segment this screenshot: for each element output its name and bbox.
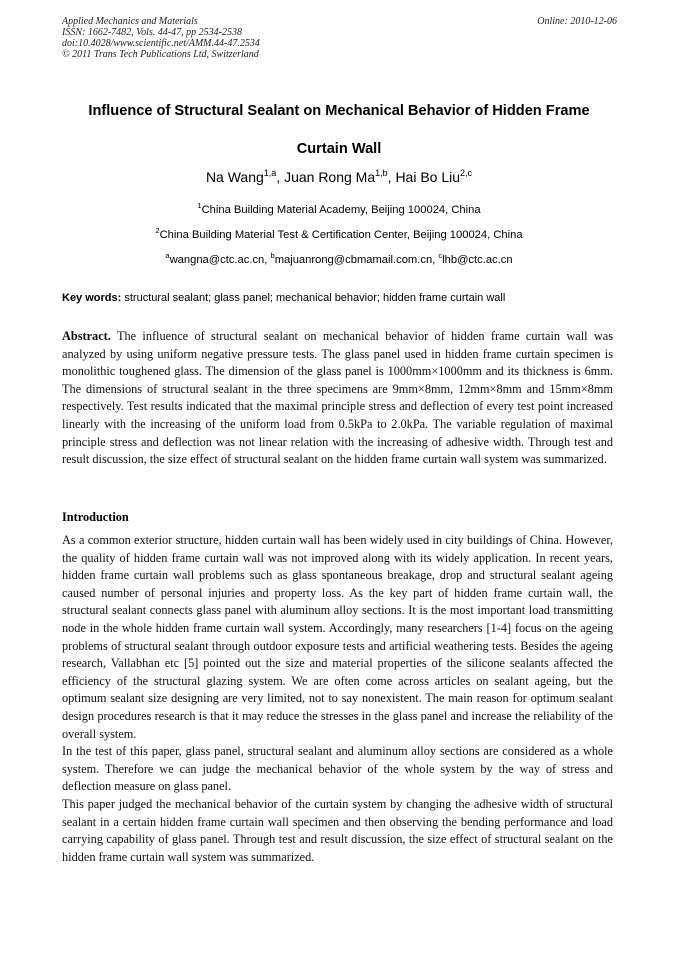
keywords-text: structural sealant; glass panel; mechanical behavior; hidden frame curtain wall <box>124 292 506 304</box>
affiliation-2 <box>40 228 638 242</box>
affiliation-text: China Building Material Academy, Beijing 100024, China <box>201 204 481 216</box>
author-affiliation-marker: 1,a <box>263 168 277 178</box>
abstract-text: The influence of structural sealant on mechanical behavior of hidden frame curtain wall was analyzed by using uniform negative pressure tests. The glass panel used in hidden frame curtain specimen is monolithic toughened glass. The dimension of the glass panel is 1000mm×1000mm and its thickness is 6mm. The dimensions of structural sealant in the three specimens are 9mm×8mm, 12mm×8mm and 15mm×8mm respectively. Test results indicated that the maximal principle stress and deflection of every test point increased linearly with the increasing of the uniform load from 0.5kPa to 2.0kPa. The variable regulation of maximal principle stress and deflection was not linear relation with the increasing of adhesive width. Through test and result discussion, the size effect of structural sealant on the hidden frame curtain wall system was summarized. <box>62 329 613 467</box>
affiliation-text: China Building Material Test & Certification Center, Beijing 100024, China <box>159 229 523 241</box>
keywords-label: Key words: <box>62 292 122 304</box>
email-address: majuanrong@cbmamail.com.cn <box>274 254 433 266</box>
author-list: Na Wang$^{1,a}$, Juan Rong Ma$^{1,b}$, Hai Bo Liu$^{2,c}$ <box>205 168 473 185</box>
email-address: wangna@ctc.ac.cn <box>169 254 265 266</box>
journal-name: Applied Mechanics and Materials <box>62 16 198 27</box>
affiliation-marker: 2 <box>155 226 160 235</box>
email-marker: b <box>270 251 275 260</box>
email-marker: c <box>438 251 443 260</box>
author-name: Na Wang <box>205 169 264 185</box>
affiliation-marker: 1 <box>197 201 202 210</box>
title-line-2: Curtain Wall <box>296 141 382 157</box>
title-line-1: Influence of Structural Sealant on Mechanical Behavior of Hidden Frame <box>88 103 590 119</box>
paper-title <box>40 92 638 168</box>
doi-line: doi:10.4028/www.scientific.net/AMM.44-47.2534 <box>62 38 260 49</box>
issn-line: ISSN: 1662-7482, Vols. 44-47, pp 2534-2538 <box>62 27 242 38</box>
abstract-label: Abstract. <box>62 329 111 343</box>
online-date: Online: 2010-12-06 <box>537 16 617 27</box>
copyright-line: © 2011 Trans Tech Publications Ltd, Switzerland <box>62 49 259 60</box>
introduction-paragraph: As a common exterior structure, hidden curtain wall has been widely used in city buildings of China. However, the quality of hidden frame curtain wall was not improved along with its widely application. In recent years, hidden frame curtain wall problems such as glass spontaneous breakage, drop and structural sealant ageing caused number of personal injuries and property loss. As the key part of hidden frame curtain wall, the structural sealant connects glass panel with aluminum alloy sections. It is the most important load transmitting node in the whole hidden frame curtain wall system. Accordingly, many researchers [1-4] focus on the ageing problems of structural sealant through outdoor exposure tests and artificial weathering tests. Besides the ageing research, Vallabhan etc [5] pointed out the size and material properties of the silicone sealants affected the efficiency of the structural glazing system. We are often come across articles on sealant ageing, but the optimum sealant size designing are very limited, not to say nonexistent. The main reason for optimum sealant design procedures research is that it may reduce the stresses in the glass panel and increase the reliability of the overall system. <box>62 533 613 741</box>
author-affiliation-marker: 1,b <box>375 168 388 178</box>
email-address: lhb@ctc.ac.cn <box>442 254 513 266</box>
email-marker: a <box>165 251 170 260</box>
introduction-body <box>62 532 613 866</box>
affiliation-1 <box>40 203 638 217</box>
abstract <box>62 328 613 469</box>
author-affiliation-marker: 2,c <box>460 168 473 178</box>
keywords <box>62 291 618 305</box>
introduction-paragraph: This paper judged the mechanical behavior of the curtain system by changing the adhesive width of structural sealant in a certain hidden frame curtain wall specimen and then observing the bending performance and load carrying capability of glass panel. Through test and result discussion, the size effect of structural sealant on the hidden frame curtain wall system was summarized. <box>62 796 613 864</box>
introduction-paragraph: In the test of this paper, glass panel, structural sealant and aluminum alloy sections are considered as a whole system. Therefore we can judge the mechanical behavior of the whole system by the way of stress and deflection measure on glass panel. <box>62 744 613 794</box>
publication-header <box>62 16 260 60</box>
author-name: Hai Bo Liu <box>395 169 461 185</box>
introduction-heading: Introduction <box>62 510 129 524</box>
author-name: Juan Rong Ma <box>284 169 376 185</box>
author-emails: $^a$wangna@ctc.ac.cn, $^b$majuanrong@cbmamail.com.cn, $^c$lhb@ctc.ac.cn <box>165 251 513 266</box>
